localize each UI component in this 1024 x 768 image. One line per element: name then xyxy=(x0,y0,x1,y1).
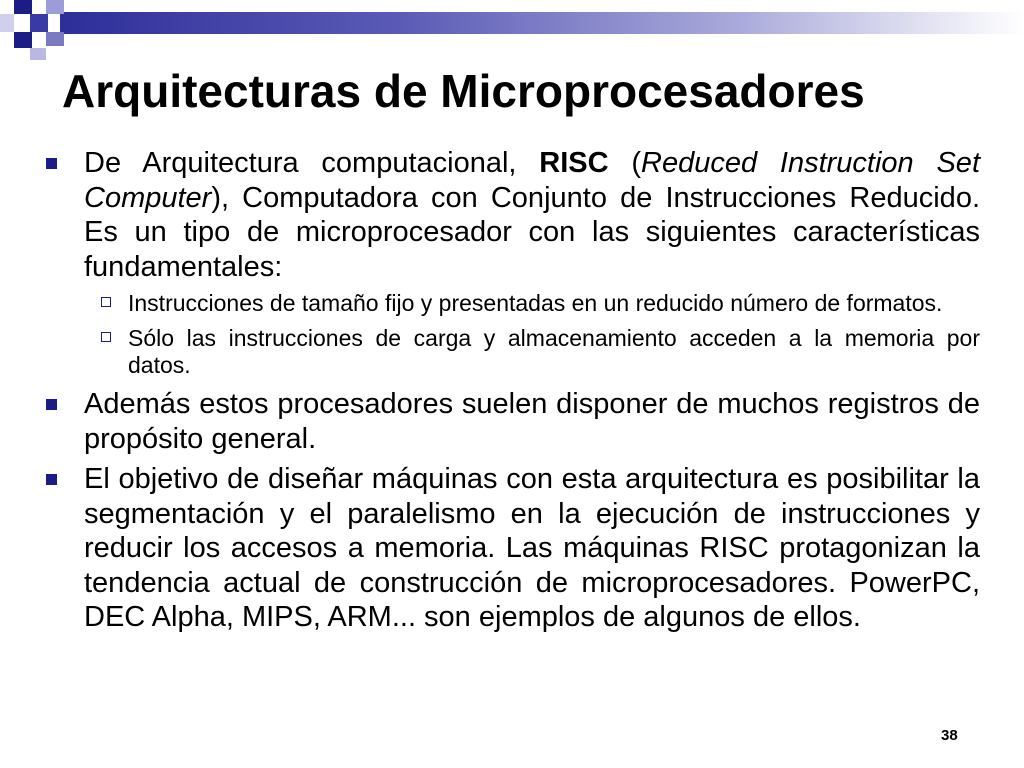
bullet-risc-definition xyxy=(46,146,980,284)
hollow-square-bullet-icon xyxy=(101,297,111,307)
risc-term: RISC xyxy=(539,147,609,179)
decor-square xyxy=(0,14,14,32)
slide-title: Arquitecturas de Microprocesadores xyxy=(62,65,865,117)
decor-square xyxy=(46,32,64,46)
text-segment: ( xyxy=(608,147,642,179)
slide-body xyxy=(46,146,980,641)
sub-bullet xyxy=(46,325,980,379)
decor-square xyxy=(30,14,48,32)
page-number: 38 xyxy=(941,727,958,744)
square-bullet-icon xyxy=(46,399,57,410)
bullet-registers xyxy=(46,387,980,456)
decor-square xyxy=(14,32,32,48)
text-segment: De Arquitectura computacional, xyxy=(84,147,540,179)
bullet-text: Además estos procesadores suelen disponer de muchos registros de propósito general. xyxy=(84,388,980,455)
sub-bullet-text: Instrucciones de tamaño fijo y presentadas en un reducido número de formatos. xyxy=(128,290,943,316)
bullet-text: El objetivo de diseñar máquinas con esta arquitectura es posibilitar la segmentación y el paralelismo en la ejecución de instrucciones y reducir los accesos a memoria. Las máquinas RISC protagonizan la tendencia actual de construcción de microprocesadores. PowerPC, DEC Alpha, MIPS, ARM... son ejemplos de algunos de ellos. xyxy=(84,463,980,633)
square-bullet-icon xyxy=(46,474,57,485)
decor-square xyxy=(46,0,64,14)
square-bullet-icon xyxy=(46,158,57,169)
header-gradient-bar xyxy=(60,12,1024,34)
hollow-square-bullet-icon xyxy=(101,332,111,342)
bullet-objective xyxy=(46,462,980,635)
sub-bullet xyxy=(46,290,980,317)
text-segment: ), Computadora con Conjunto de Instrucciones Reducido. Es un tipo de microprocesador con las siguientes características fundamentales: xyxy=(84,181,980,283)
sub-bullet-text: Sólo las instrucciones de carga y almacenamiento acceden a la memoria por datos. xyxy=(128,325,980,378)
risc-expansion: Reduced Instruction Set Computer xyxy=(84,147,980,214)
decor-square xyxy=(14,0,32,14)
decor-square xyxy=(30,48,46,60)
